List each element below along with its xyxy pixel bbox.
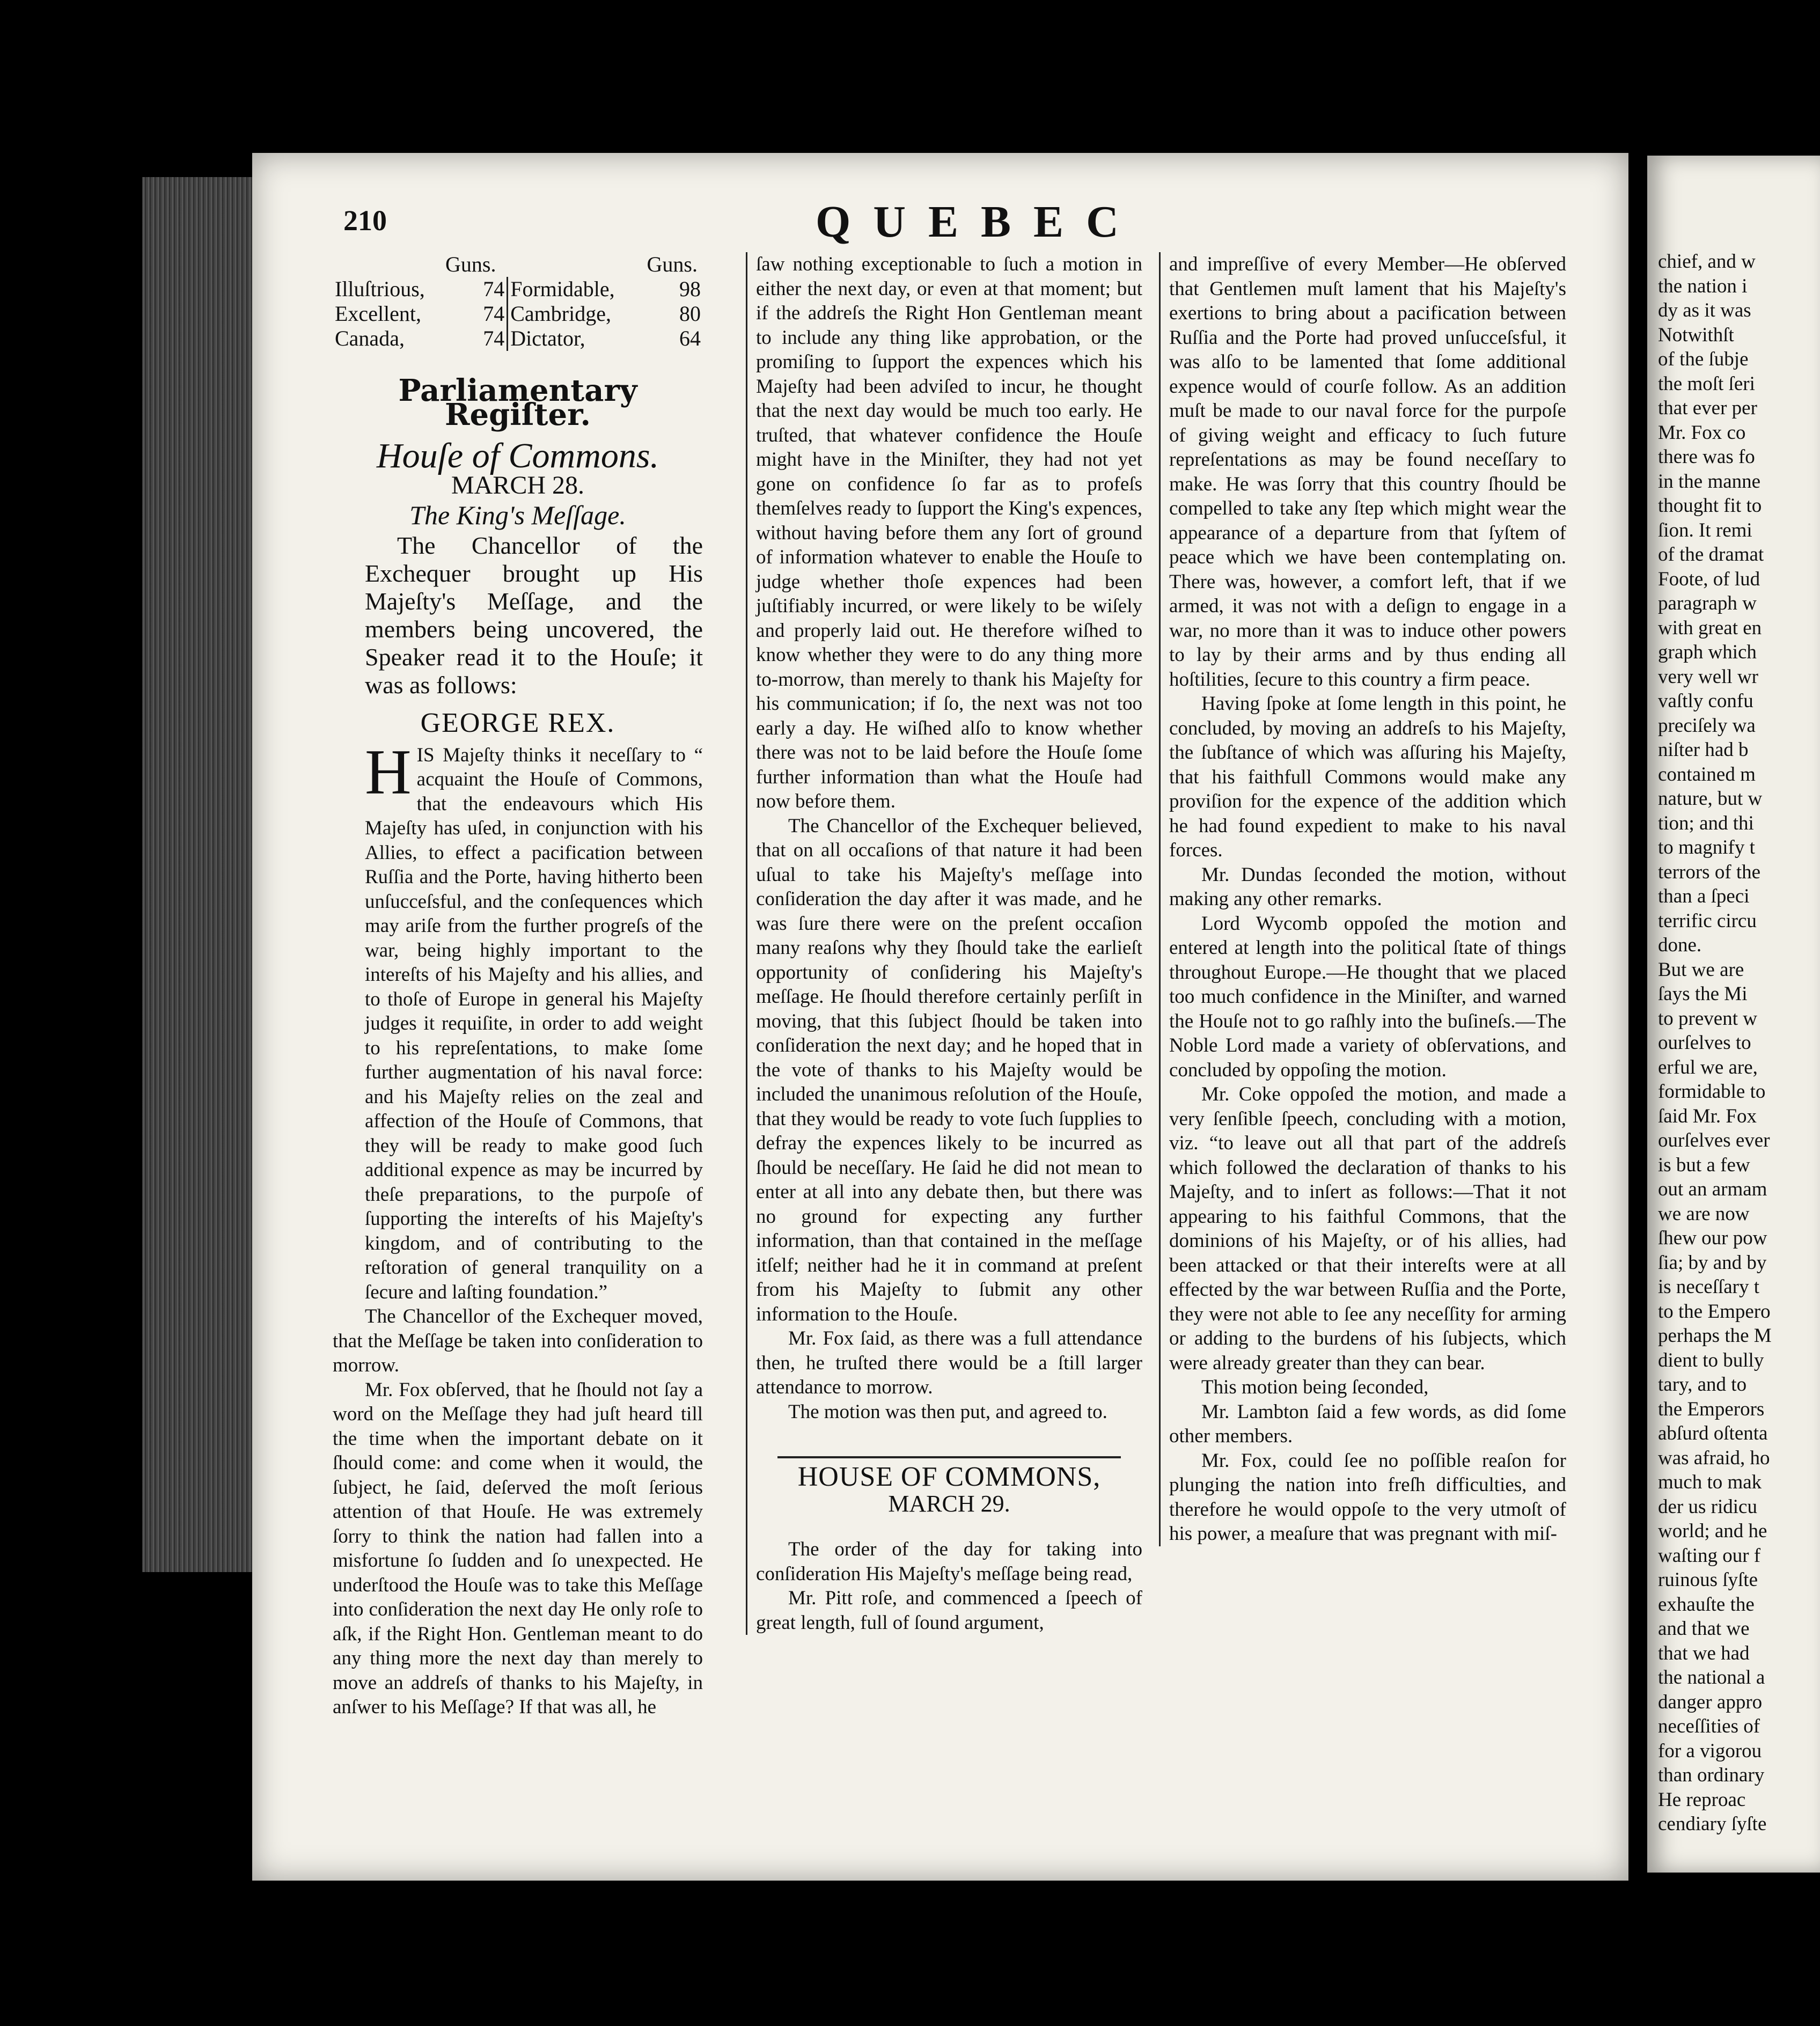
column-2-paragraphs [756, 252, 1142, 1424]
drop-cap: H [365, 736, 412, 808]
ship-row [333, 277, 703, 302]
ship-name: Canada, [335, 326, 405, 350]
paragraph: Having ſpoke at ſome length in this point, he concluded, by moving an addreſs to his Majeſty, the ſubſtance of which was aſſuring his Majeſty, that his faithfull Commons would make any proviſion for the expence of the addition which he had found expedient to make to his naval forces. [1169, 693, 1566, 861]
facing-page-line: ruinous ſyſte [1658, 1569, 1758, 1591]
date-march-29: MARCH 29. [888, 1490, 1010, 1517]
facing-page-line: waſting our f [1658, 1544, 1761, 1567]
facing-page-line: world; and he [1658, 1520, 1767, 1542]
paragraph: The Chancellor of the Exchequer believed, that on all occaſions of that nature it had been uſual to take his Majeſty's meſſage into conſideration the day after it was made, and he was ſure there were on the preſent occaſion many reaſons why they ſhould take the earlieſt opportunity of conſidering his Majeſty's meſſage. He ſhould therefore certainly perſiſt in moving, that this ſubject ſhould be taken into conſideration the next day; and he hoped that in the vote of thanks to his Majeſty would be included the unanimous reſolution of the Houſe, that they would be ready to vote ſuch ſupplies to defray the expences likely to be incurred as ſhould be neceſſary. He ſaid he did not mean to enter at all into any debate then, but there was no ground for expecting any further information, than that contained in the meſſage itſelf; neither had he it in command at preſent from his Majeſty to ſubmit any other information to the Houſe. [756, 814, 1142, 1325]
facing-page-line: than ordinary [1658, 1764, 1765, 1786]
facing-page-line: to magnify t [1658, 836, 1755, 858]
facing-page-line: neceſſities of [1658, 1715, 1760, 1737]
column-1 [333, 252, 703, 1720]
facing-page-fragment [1647, 156, 1820, 1873]
paragraph: Mr. Lambton ſaid a few words, as did ſome other members. [1169, 1400, 1566, 1447]
parliamentary-register-heading: Parliamentary Regiſter. [398, 372, 637, 432]
book-binding-edge [142, 177, 252, 1572]
facing-page-line: the Emperors [1658, 1398, 1765, 1420]
column-2-after-paragraphs [756, 1537, 1142, 1635]
facing-page-line: contained m [1658, 763, 1756, 786]
facing-page-line: of the ſubje [1658, 348, 1749, 370]
facing-page-line: than a ſpeci [1658, 885, 1750, 907]
ship-guns: 64 [679, 326, 701, 350]
facing-page-line: ſion. It remi [1658, 519, 1752, 541]
paragraph: Mr. Pitt roſe, and commenced a ſpeech of great length, full of ſound argument, [756, 1587, 1142, 1634]
facing-page-line: is neceſſary t [1658, 1276, 1760, 1298]
facing-page-line: der us ridicu [1658, 1495, 1757, 1518]
kings-message-heading: The King's Meſſage. [409, 500, 626, 530]
facing-page-line: to the Empero [1658, 1300, 1771, 1323]
paragraph: Mr. Fox, could ſee no poſſible reaſon for plunging the nation into freſh difficulties, and therefore he would oppoſe to the very utmoſt of his power, a meaſure that was pregnant with miſ- [1169, 1449, 1566, 1545]
facing-page-line: terrors of the [1658, 861, 1761, 883]
facing-page-line: formidable to [1658, 1081, 1766, 1103]
facing-page-line: ſhew our pow [1658, 1227, 1767, 1249]
paragraph: The Chancellor of the Exchequer moved, that the Meſſage be taken into conſideration to morrow. [333, 1305, 703, 1376]
house-of-commons-heading-2: HOUSE OF COMMONS, [777, 1456, 1121, 1489]
facing-page-line: is but a few [1658, 1154, 1750, 1176]
ship-guns: 74 [483, 326, 505, 350]
facing-page-line: vaſtly confu [1658, 690, 1753, 712]
paragraph: Mr. Coke oppoſed the motion, and made a very ſenſible ſpeech, concluding with a motion, viz. “to leave out all that part of the addreſs which followed the declaration of thanks to his Majeſty, and to inſert as follows:—That it not appearing to his faithful Commons, that the dominions of his Majeſty, or of his allies, had been attacked or that their intereſts were at all effected by the war between Ruſſia and the Porte, they were not able to ſee any neceſſity for arming or adding to the burdens of his ſubjects, which were already greater than they can bear. [1169, 1083, 1566, 1374]
facing-page-line: of the dramat [1658, 544, 1764, 566]
page-number: 210 [343, 204, 387, 237]
facing-page-line: Mr. Fox co [1658, 421, 1746, 444]
facing-page-line: done. [1658, 934, 1702, 956]
facing-page-line: there was fo [1658, 446, 1755, 468]
facing-page-line: and that we [1658, 1618, 1750, 1640]
facing-page-line: ſays the Mi [1658, 983, 1748, 1005]
facing-page-line: much to mak [1658, 1471, 1762, 1493]
lead-paragraph: The Chancellor of the Exchequer brought up His Majeſty's Meſſage, and the members being uncovered, the Speaker read it to the Houſe; it was as follows: [365, 532, 703, 699]
paragraph: Mr. Fox ſaid, as there was a full attendance then, he truſted there would be a ſtill larger attendance to morrow. [756, 1327, 1142, 1398]
facing-page-line: Notwithſt [1658, 324, 1734, 346]
george-rex-heading: GEORGE REX. [420, 708, 615, 738]
ship-guns: 80 [679, 301, 701, 326]
facing-page-line: niſter had b [1658, 739, 1749, 761]
ship-name: Illuſtrious, [335, 276, 425, 301]
facing-page-line: tion; and thi [1658, 812, 1754, 834]
facing-page-text [1658, 249, 1820, 1837]
facing-page-line: to prevent w [1658, 1007, 1757, 1030]
paragraph: ſaw nothing exceptionable to ſuch a motion in either the next day, or even at that moment; but if the addreſs the Right Hon Gentleman meant to include any thing like approbation, or the promiſing to ſupport the expences which his Majeſty had been adviſed to incur, he thought that the next day would be much too early. He truſted, that whatever confidence the Houſe might have in the Miniſter, they had not yet gone on confidence ſo far as to profeſs themſelves ready to ſupport the King's expences, without having before them any ſort of ground of information whatever to enable the Houſe to judge whether thoſe expences had been juſtifiably incurred, or were likely to be wiſely and properly laid out. He therefore wiſhed to know whether they were to do any thing more to-morrow, than merely to thank his Majeſty for his communication; if ſo, the next was not too early a day. He wiſhed alſo to know whether there was not to be laid before the Houſe ſome further information than what the Houſe had now before them. [756, 253, 1142, 812]
facing-page-line: He reproac [1658, 1788, 1746, 1811]
house-of-commons-heading: Houſe of Commons. [376, 436, 659, 475]
facing-page-line: graph which [1658, 641, 1757, 663]
running-head: QUEBEC [816, 197, 1141, 247]
paragraph: Lord Wycomb oppoſed the motion and entered at length into the political ſtate of things throughout Europe.—He thought that we placed too much confidence in the Miniſter, and warned the Houſe not to go raſhly into the buſineſs.—The Noble Lord made a variety of obſervations, and concluded by oppoſing the motion. [1169, 912, 1566, 1081]
paragraph: Mr. Fox obſerved, that he ſhould not ſay a word on the Meſſage they had juſt heard till the time when the important debate on it ſhould come: and come when it would, the ſubject, he ſaid, deſerved the moſt ſerious attention of that Houſe. He was extremely ſorry to think the nation had fallen into a misfortune ſo ſudden and ſo unexpected. He underſtood the Houſe was to take this Meſſage into conſideration the next day He only roſe to aſk, if the Right Hon. Gentleman meant to do any thing more the next day than merely to move an addreſs of thanks to his Majeſty, in anſwer to his Meſſage? If that was all, he [333, 1378, 703, 1718]
ships-table [333, 277, 703, 351]
facing-page-line: with great en [1658, 616, 1762, 639]
paragraph: Mr. Dundas ſeconded the motion, without making any other remarks. [1169, 863, 1566, 910]
paragraph: and impreſſive of every Member—He obſerved that Gentlemen muſt lament that his Majeſty's exertions to bring about a pacification between Ruſſia and the Porte had proved unſucceſsful, it was alſo to be lamented that ſome additional expence would of courſe follow. As an addition muſt be made to our naval force for the purpoſe of giving weight and efficacy to ſuch future repreſentations as may be found neceſſary to make. He was ſorry that this country ſhould be compelled to take any ſtep which might wear the appearance of a departure from that ſyſtem of peace which we have been contemplating on. There was, however, a comfort left, that if we armed, it was not with a deſign to engage in a war, no more than it was to induce other powers to lay by their arms and by thus ending all hoſtilities, ſecure to this country a firm peace. [1169, 253, 1566, 691]
column-1-paragraphs [333, 1304, 703, 1720]
ship-row [333, 326, 703, 351]
paragraph: The order of the day for taking into conſideration His Majeſty's meſſage being read, [756, 1538, 1142, 1585]
facing-page-line: the nation i [1658, 275, 1748, 297]
ship-name: Excellent, [335, 301, 422, 326]
facing-page-line: abſurd oſtenta [1658, 1422, 1768, 1444]
facing-page-line: very well wr [1658, 665, 1758, 688]
kings-message-text [333, 736, 703, 1305]
paragraph: The motion was then put, and agreed to. [788, 1400, 1107, 1423]
facing-page-line: for a vigorou [1658, 1739, 1762, 1762]
facing-page-line: But we are [1658, 958, 1744, 981]
guns-header-right: Guns. [647, 252, 698, 276]
ship-row [333, 302, 703, 326]
facing-page-line: the national a [1658, 1667, 1765, 1689]
facing-page-line: ſia; by and by [1658, 1251, 1767, 1274]
facing-page-line: ourſelves ever [1658, 1129, 1770, 1151]
facing-page-line: that we had [1658, 1642, 1750, 1664]
facing-page-line: the moſt ſeri [1658, 372, 1755, 395]
guns-header-left: Guns. [445, 252, 496, 276]
facing-page-line: we are now [1658, 1202, 1750, 1225]
facing-page-line: cendiary ſyſte [1658, 1813, 1767, 1835]
ships-table-header [333, 252, 703, 277]
facing-page-line: nature, but w [1658, 788, 1763, 810]
ship-name: Cambridge, [508, 302, 666, 326]
facing-page-line: preciſely wa [1658, 714, 1756, 737]
facing-page-line: ourſelves to [1658, 1032, 1751, 1054]
facing-page-line: dient to bully [1658, 1349, 1764, 1371]
ship-name: Dictator, [508, 326, 666, 351]
facing-page-line: perhaps the M [1658, 1325, 1772, 1347]
facing-page-line: erful we are, [1658, 1056, 1758, 1078]
facing-page-line: was afraid, ho [1658, 1447, 1770, 1469]
ship-guns: 74 [483, 301, 505, 326]
facing-page-line: exhauſte the [1658, 1593, 1755, 1616]
facing-page-line: thought fit to [1658, 495, 1762, 517]
facing-page-line: that ever per [1658, 397, 1757, 419]
facing-page-line: dy as it was [1658, 299, 1751, 321]
facing-page-line: tary, and to [1658, 1374, 1747, 1396]
facing-page-line: ſaid Mr. Fox [1658, 1105, 1757, 1127]
facing-page-line: chief, and w [1658, 251, 1756, 273]
ship-guns: 98 [679, 276, 701, 301]
facing-page-line: paragraph w [1658, 592, 1757, 614]
ship-name: Formidable, [508, 277, 666, 302]
facing-page-line: Foote, of lud [1658, 568, 1760, 590]
column-2 [746, 252, 1142, 1635]
column-3-paragraphs [1169, 252, 1566, 1546]
facing-page-line: out an armam [1658, 1178, 1767, 1200]
column-3 [1159, 252, 1566, 1546]
facing-page-line: in the manne [1658, 470, 1761, 493]
facing-page-line: terrific circu [1658, 909, 1757, 932]
paragraph: This motion being ſeconded, [1201, 1376, 1429, 1398]
date-march-28: MARCH 28. [451, 471, 585, 500]
message-body: IS Majeſty thinks it neceſſary to “ acquaint the Houſe of Commons, that the endeavours which His Majeſty has uſed, in conjunction with his Allies, to effect a pacification between Ruſſia and the Porte, having hitherto been unſucceſsful, and the conſequences which may ariſe from the further progreſs of the war, being highly important to the intereſts of his Majeſty and his allies, and to thoſe of Europe in general his Majeſty judges it requiſite, in order to add weight to his repreſentations, to make ſome further augmentation of his naval force: and his Majeſty relies on the zeal and affection of the Houſe of Commons, that they will be ready to make good ſuch additional expence as may be incurred by theſe preparations, to the purpoſe of ſupporting the intereſts of his Majeſty's kingdom, and of contributing to the reſtoration of general tranquility on a ſecure and laſting foundation.” [365, 744, 703, 1303]
facing-page-line: danger appro [1658, 1691, 1763, 1713]
ship-guns: 74 [483, 276, 505, 301]
newspaper-page [252, 153, 1628, 1881]
